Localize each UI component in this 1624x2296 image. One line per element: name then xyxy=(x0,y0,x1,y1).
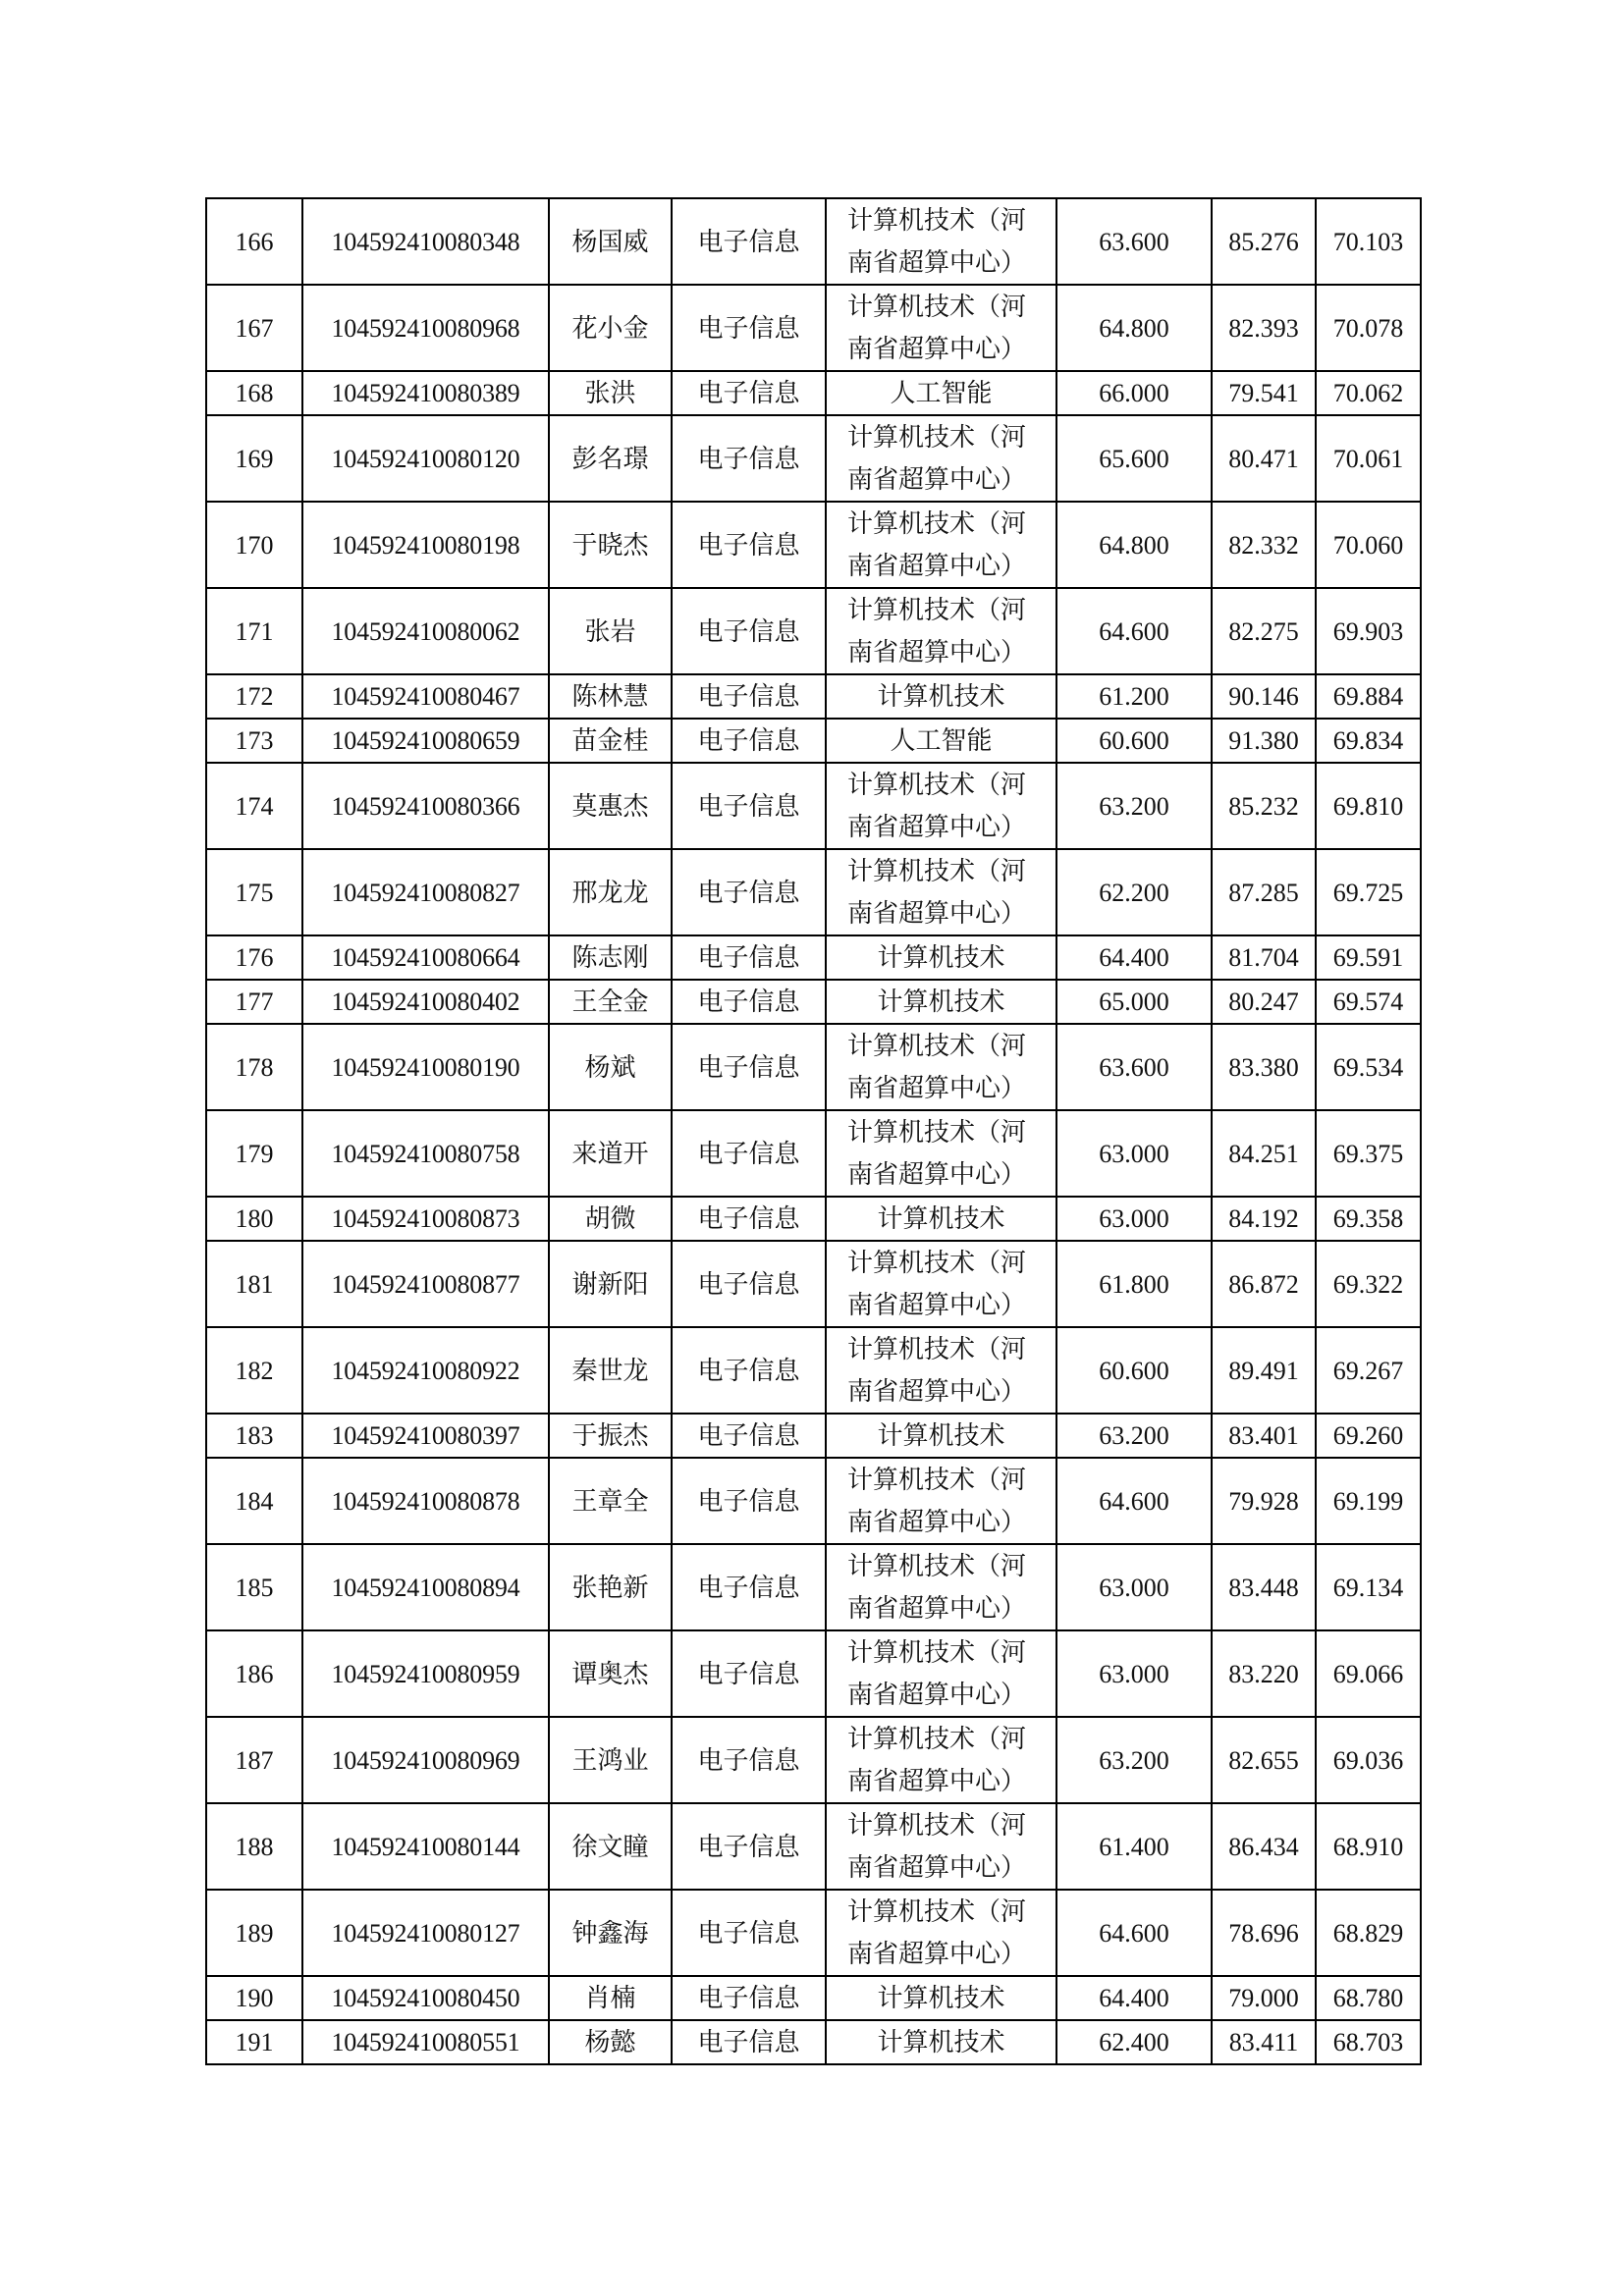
name-cell: 谢新阳 xyxy=(549,1241,672,1327)
major-cell: 计算机技术 xyxy=(826,1414,1056,1458)
retest-score-cell: 78.696 xyxy=(1212,1890,1316,1976)
name-cell: 谭奥杰 xyxy=(549,1630,672,1717)
table-row xyxy=(206,1327,1421,1414)
name-cell: 杨斌 xyxy=(549,1024,672,1110)
name-cell: 苗金桂 xyxy=(549,719,672,763)
table-row xyxy=(206,1110,1421,1197)
major-cell: 人工智能 xyxy=(826,371,1056,415)
field-cell: 电子信息 xyxy=(672,1976,826,2020)
table-row xyxy=(206,1241,1421,1327)
total-score-cell: 69.036 xyxy=(1316,1717,1421,1803)
retest-score-cell: 85.276 xyxy=(1212,198,1316,285)
candidate-id-cell: 104592410080450 xyxy=(302,1976,549,2020)
name-cell: 莫惠杰 xyxy=(549,763,672,849)
initial-score-cell: 60.600 xyxy=(1056,719,1212,763)
row-number-cell: 167 xyxy=(206,285,302,371)
name-cell: 杨国威 xyxy=(549,198,672,285)
name-cell: 于晓杰 xyxy=(549,502,672,588)
total-score-cell: 68.910 xyxy=(1316,1803,1421,1890)
candidate-id-cell: 104592410080968 xyxy=(302,285,549,371)
initial-score-cell: 61.400 xyxy=(1056,1803,1212,1890)
major-cell: 计算机技术 xyxy=(826,2020,1056,2064)
candidate-id-cell: 104592410080877 xyxy=(302,1241,549,1327)
field-cell: 电子信息 xyxy=(672,1024,826,1110)
row-number-cell: 181 xyxy=(206,1241,302,1327)
table-row xyxy=(206,2020,1421,2064)
retest-score-cell: 87.285 xyxy=(1212,849,1316,935)
retest-score-cell: 79.928 xyxy=(1212,1458,1316,1544)
retest-score-cell: 82.332 xyxy=(1212,502,1316,588)
retest-score-cell: 79.541 xyxy=(1212,371,1316,415)
name-cell: 徐文瞳 xyxy=(549,1803,672,1890)
name-cell: 花小金 xyxy=(549,285,672,371)
total-score-cell: 70.103 xyxy=(1316,198,1421,285)
total-score-cell: 70.060 xyxy=(1316,502,1421,588)
major-cell: 计算机技术（河南省超算中心） xyxy=(826,763,1056,849)
table-row xyxy=(206,719,1421,763)
name-cell: 肖楠 xyxy=(549,1976,672,2020)
candidate-id-cell: 104592410080969 xyxy=(302,1717,549,1803)
table-row xyxy=(206,980,1421,1024)
major-cell: 计算机技术 xyxy=(826,935,1056,980)
row-number-cell: 188 xyxy=(206,1803,302,1890)
table-row xyxy=(206,935,1421,980)
initial-score-cell: 63.000 xyxy=(1056,1544,1212,1630)
retest-score-cell: 80.471 xyxy=(1212,415,1316,502)
table-row xyxy=(206,1024,1421,1110)
major-cell: 计算机技术（河南省超算中心） xyxy=(826,198,1056,285)
name-cell: 秦世龙 xyxy=(549,1327,672,1414)
major-cell: 计算机技术 xyxy=(826,1197,1056,1241)
initial-score-cell: 64.800 xyxy=(1056,502,1212,588)
row-number-cell: 168 xyxy=(206,371,302,415)
total-score-cell: 70.078 xyxy=(1316,285,1421,371)
major-cell: 计算机技术 xyxy=(826,980,1056,1024)
retest-score-cell: 86.872 xyxy=(1212,1241,1316,1327)
major-cell: 计算机技术（河南省超算中心） xyxy=(826,285,1056,371)
total-score-cell: 68.703 xyxy=(1316,2020,1421,2064)
field-cell: 电子信息 xyxy=(672,1110,826,1197)
candidate-id-cell: 104592410080659 xyxy=(302,719,549,763)
field-cell: 电子信息 xyxy=(672,980,826,1024)
candidate-id-cell: 104592410080397 xyxy=(302,1414,549,1458)
row-number-cell: 186 xyxy=(206,1630,302,1717)
table-row xyxy=(206,588,1421,674)
table-row xyxy=(206,1544,1421,1630)
field-cell: 电子信息 xyxy=(672,674,826,719)
total-score-cell: 69.884 xyxy=(1316,674,1421,719)
name-cell: 王章全 xyxy=(549,1458,672,1544)
major-cell: 计算机技术（河南省超算中心） xyxy=(826,1630,1056,1717)
field-cell: 电子信息 xyxy=(672,1414,826,1458)
candidate-id-cell: 104592410080389 xyxy=(302,371,549,415)
retest-score-cell: 83.220 xyxy=(1212,1630,1316,1717)
table-row xyxy=(206,1976,1421,2020)
field-cell: 电子信息 xyxy=(672,1458,826,1544)
field-cell: 电子信息 xyxy=(672,502,826,588)
field-cell: 电子信息 xyxy=(672,1630,826,1717)
initial-score-cell: 62.400 xyxy=(1056,2020,1212,2064)
candidate-id-cell: 104592410080467 xyxy=(302,674,549,719)
name-cell: 钟鑫海 xyxy=(549,1890,672,1976)
retest-score-cell: 83.448 xyxy=(1212,1544,1316,1630)
row-number-cell: 180 xyxy=(206,1197,302,1241)
field-cell: 电子信息 xyxy=(672,1890,826,1976)
total-score-cell: 69.267 xyxy=(1316,1327,1421,1414)
row-number-cell: 183 xyxy=(206,1414,302,1458)
initial-score-cell: 61.800 xyxy=(1056,1241,1212,1327)
retest-score-cell: 85.232 xyxy=(1212,763,1316,849)
table-row xyxy=(206,763,1421,849)
name-cell: 张艳新 xyxy=(549,1544,672,1630)
field-cell: 电子信息 xyxy=(672,1197,826,1241)
table-row xyxy=(206,1717,1421,1803)
field-cell: 电子信息 xyxy=(672,2020,826,2064)
name-cell: 彭名璟 xyxy=(549,415,672,502)
retest-score-cell: 82.275 xyxy=(1212,588,1316,674)
retest-score-cell: 89.491 xyxy=(1212,1327,1316,1414)
row-number-cell: 173 xyxy=(206,719,302,763)
total-score-cell: 69.834 xyxy=(1316,719,1421,763)
retest-score-cell: 83.411 xyxy=(1212,2020,1316,2064)
row-number-cell: 166 xyxy=(206,198,302,285)
candidate-id-cell: 104592410080827 xyxy=(302,849,549,935)
row-number-cell: 185 xyxy=(206,1544,302,1630)
major-cell: 计算机技术（河南省超算中心） xyxy=(826,1544,1056,1630)
name-cell: 来道开 xyxy=(549,1110,672,1197)
candidate-id-cell: 104592410080127 xyxy=(302,1890,549,1976)
major-cell: 计算机技术（河南省超算中心） xyxy=(826,1458,1056,1544)
field-cell: 电子信息 xyxy=(672,763,826,849)
total-score-cell: 69.375 xyxy=(1316,1110,1421,1197)
total-score-cell: 69.260 xyxy=(1316,1414,1421,1458)
candidate-id-cell: 104592410080922 xyxy=(302,1327,549,1414)
initial-score-cell: 64.400 xyxy=(1056,1976,1212,2020)
initial-score-cell: 61.200 xyxy=(1056,674,1212,719)
field-cell: 电子信息 xyxy=(672,371,826,415)
field-cell: 电子信息 xyxy=(672,935,826,980)
retest-score-cell: 91.380 xyxy=(1212,719,1316,763)
row-number-cell: 170 xyxy=(206,502,302,588)
initial-score-cell: 66.000 xyxy=(1056,371,1212,415)
major-cell: 计算机技术（河南省超算中心） xyxy=(826,1241,1056,1327)
row-number-cell: 189 xyxy=(206,1890,302,1976)
row-number-cell: 179 xyxy=(206,1110,302,1197)
major-cell: 计算机技术（河南省超算中心） xyxy=(826,588,1056,674)
table-row xyxy=(206,371,1421,415)
total-score-cell: 70.061 xyxy=(1316,415,1421,502)
initial-score-cell: 63.000 xyxy=(1056,1110,1212,1197)
total-score-cell: 69.591 xyxy=(1316,935,1421,980)
row-number-cell: 184 xyxy=(206,1458,302,1544)
name-cell: 王鸿业 xyxy=(549,1717,672,1803)
name-cell: 于振杰 xyxy=(549,1414,672,1458)
major-cell: 计算机技术（河南省超算中心） xyxy=(826,1024,1056,1110)
field-cell: 电子信息 xyxy=(672,719,826,763)
major-cell: 计算机技术 xyxy=(826,1976,1056,2020)
initial-score-cell: 65.600 xyxy=(1056,415,1212,502)
name-cell: 张岩 xyxy=(549,588,672,674)
candidate-id-cell: 104592410080551 xyxy=(302,2020,549,2064)
major-cell: 计算机技术（河南省超算中心） xyxy=(826,502,1056,588)
table-row xyxy=(206,674,1421,719)
retest-score-cell: 80.247 xyxy=(1212,980,1316,1024)
total-score-cell: 69.358 xyxy=(1316,1197,1421,1241)
initial-score-cell: 64.800 xyxy=(1056,285,1212,371)
name-cell: 王全金 xyxy=(549,980,672,1024)
field-cell: 电子信息 xyxy=(672,1717,826,1803)
table-row xyxy=(206,1803,1421,1890)
candidate-id-cell: 104592410080198 xyxy=(302,502,549,588)
row-number-cell: 171 xyxy=(206,588,302,674)
total-score-cell: 69.199 xyxy=(1316,1458,1421,1544)
initial-score-cell: 63.200 xyxy=(1056,1414,1212,1458)
total-score-cell: 69.810 xyxy=(1316,763,1421,849)
field-cell: 电子信息 xyxy=(672,1327,826,1414)
total-score-cell: 69.903 xyxy=(1316,588,1421,674)
candidate-id-cell: 104592410080190 xyxy=(302,1024,549,1110)
total-score-cell: 68.780 xyxy=(1316,1976,1421,2020)
results-table xyxy=(205,197,1422,2065)
field-cell: 电子信息 xyxy=(672,415,826,502)
initial-score-cell: 63.000 xyxy=(1056,1630,1212,1717)
field-cell: 电子信息 xyxy=(672,849,826,935)
candidate-id-cell: 104592410080894 xyxy=(302,1544,549,1630)
initial-score-cell: 63.000 xyxy=(1056,1197,1212,1241)
candidate-id-cell: 104592410080664 xyxy=(302,935,549,980)
initial-score-cell: 63.600 xyxy=(1056,1024,1212,1110)
row-number-cell: 182 xyxy=(206,1327,302,1414)
major-cell: 计算机技术 xyxy=(826,674,1056,719)
table-row xyxy=(206,1458,1421,1544)
table-row xyxy=(206,1630,1421,1717)
total-score-cell: 69.134 xyxy=(1316,1544,1421,1630)
candidate-id-cell: 104592410080062 xyxy=(302,588,549,674)
table-row xyxy=(206,285,1421,371)
initial-score-cell: 64.600 xyxy=(1056,588,1212,674)
major-cell: 计算机技术（河南省超算中心） xyxy=(826,1803,1056,1890)
major-cell: 计算机技术（河南省超算中心） xyxy=(826,1110,1056,1197)
field-cell: 电子信息 xyxy=(672,1241,826,1327)
retest-score-cell: 79.000 xyxy=(1212,1976,1316,2020)
row-number-cell: 169 xyxy=(206,415,302,502)
major-cell: 人工智能 xyxy=(826,719,1056,763)
major-cell: 计算机技术（河南省超算中心） xyxy=(826,849,1056,935)
table-row xyxy=(206,849,1421,935)
initial-score-cell: 64.400 xyxy=(1056,935,1212,980)
name-cell: 胡微 xyxy=(549,1197,672,1241)
initial-score-cell: 63.200 xyxy=(1056,763,1212,849)
initial-score-cell: 62.200 xyxy=(1056,849,1212,935)
retest-score-cell: 83.401 xyxy=(1212,1414,1316,1458)
row-number-cell: 187 xyxy=(206,1717,302,1803)
name-cell: 邢龙龙 xyxy=(549,849,672,935)
initial-score-cell: 64.600 xyxy=(1056,1890,1212,1976)
retest-score-cell: 83.380 xyxy=(1212,1024,1316,1110)
total-score-cell: 69.322 xyxy=(1316,1241,1421,1327)
candidate-id-cell: 104592410080348 xyxy=(302,198,549,285)
total-score-cell: 69.066 xyxy=(1316,1630,1421,1717)
candidate-id-cell: 104592410080144 xyxy=(302,1803,549,1890)
table-row xyxy=(206,502,1421,588)
row-number-cell: 175 xyxy=(206,849,302,935)
name-cell: 陈林慧 xyxy=(549,674,672,719)
row-number-cell: 190 xyxy=(206,1976,302,2020)
table-row xyxy=(206,1197,1421,1241)
retest-score-cell: 82.393 xyxy=(1212,285,1316,371)
table-body xyxy=(206,198,1421,2064)
total-score-cell: 70.062 xyxy=(1316,371,1421,415)
name-cell: 陈志刚 xyxy=(549,935,672,980)
candidate-id-cell: 104592410080366 xyxy=(302,763,549,849)
major-cell: 计算机技术（河南省超算中心） xyxy=(826,415,1056,502)
table-row xyxy=(206,198,1421,285)
total-score-cell: 69.534 xyxy=(1316,1024,1421,1110)
candidate-id-cell: 104592410080120 xyxy=(302,415,549,502)
initial-score-cell: 63.200 xyxy=(1056,1717,1212,1803)
total-score-cell: 68.829 xyxy=(1316,1890,1421,1976)
row-number-cell: 191 xyxy=(206,2020,302,2064)
initial-score-cell: 60.600 xyxy=(1056,1327,1212,1414)
row-number-cell: 176 xyxy=(206,935,302,980)
field-cell: 电子信息 xyxy=(672,285,826,371)
field-cell: 电子信息 xyxy=(672,198,826,285)
name-cell: 杨懿 xyxy=(549,2020,672,2064)
initial-score-cell: 65.000 xyxy=(1056,980,1212,1024)
retest-score-cell: 84.192 xyxy=(1212,1197,1316,1241)
retest-score-cell: 90.146 xyxy=(1212,674,1316,719)
major-cell: 计算机技术（河南省超算中心） xyxy=(826,1890,1056,1976)
initial-score-cell: 63.600 xyxy=(1056,198,1212,285)
field-cell: 电子信息 xyxy=(672,1803,826,1890)
table-row xyxy=(206,1414,1421,1458)
retest-score-cell: 84.251 xyxy=(1212,1110,1316,1197)
field-cell: 电子信息 xyxy=(672,1544,826,1630)
candidate-id-cell: 104592410080402 xyxy=(302,980,549,1024)
name-cell: 张洪 xyxy=(549,371,672,415)
major-cell: 计算机技术（河南省超算中心） xyxy=(826,1327,1056,1414)
row-number-cell: 174 xyxy=(206,763,302,849)
field-cell: 电子信息 xyxy=(672,588,826,674)
candidate-id-cell: 104592410080959 xyxy=(302,1630,549,1717)
retest-score-cell: 82.655 xyxy=(1212,1717,1316,1803)
table-row xyxy=(206,1890,1421,1976)
candidate-id-cell: 104592410080878 xyxy=(302,1458,549,1544)
row-number-cell: 178 xyxy=(206,1024,302,1110)
major-cell: 计算机技术（河南省超算中心） xyxy=(826,1717,1056,1803)
total-score-cell: 69.574 xyxy=(1316,980,1421,1024)
initial-score-cell: 64.600 xyxy=(1056,1458,1212,1544)
candidate-id-cell: 104592410080758 xyxy=(302,1110,549,1197)
retest-score-cell: 86.434 xyxy=(1212,1803,1316,1890)
row-number-cell: 177 xyxy=(206,980,302,1024)
total-score-cell: 69.725 xyxy=(1316,849,1421,935)
retest-score-cell: 81.704 xyxy=(1212,935,1316,980)
table-row xyxy=(206,415,1421,502)
row-number-cell: 172 xyxy=(206,674,302,719)
candidate-id-cell: 104592410080873 xyxy=(302,1197,549,1241)
